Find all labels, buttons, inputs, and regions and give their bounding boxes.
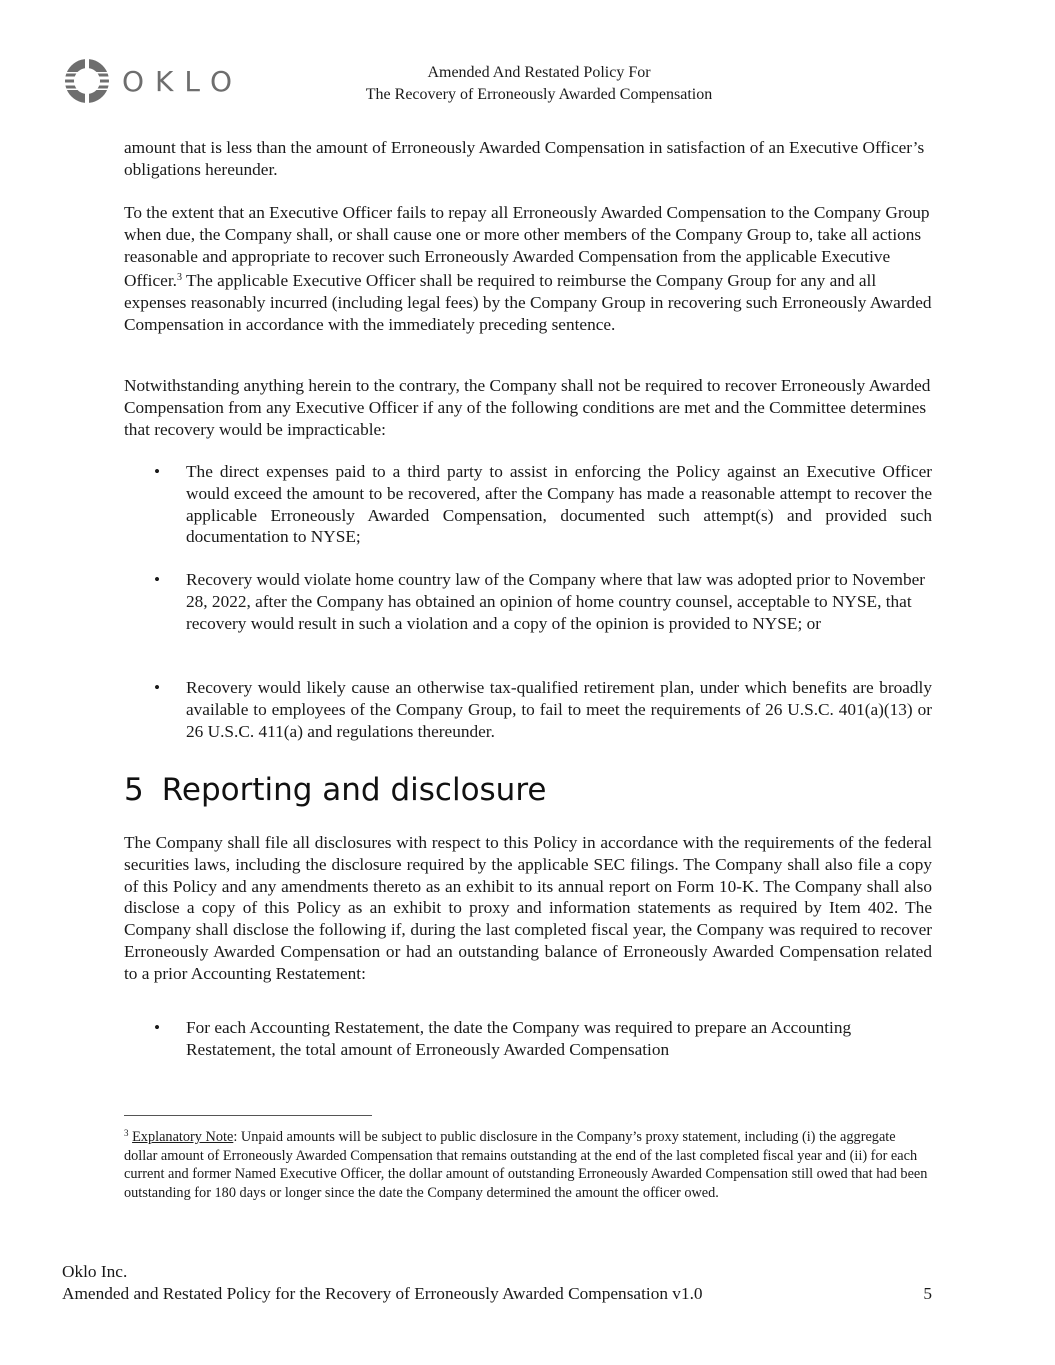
- footnote: [124, 1124, 932, 1202]
- paragraph-impracticable: Notwithstanding anything herein to the contrary, the Company shall not be required to recover Erroneously Awarded Compensation from any Executive Officer if any of the following conditions are met and the Committee determines that recovery would be impracticable:: [124, 376, 931, 439]
- bullet-icon: •: [154, 462, 161, 481]
- footnote-number: 3: [124, 1128, 129, 1138]
- section-number: 5: [124, 772, 144, 808]
- footnote-text: : Unpaid amounts will be subject to public disclosure in the Company’s proxy statement, including (i) the aggregate dollar amount of Erroneously Awarded Compensation that remains outstanding at the end of the last completed fiscal year and (ii) for each current and former Named Executive Officer, the dollar amount of outstanding Erroneously Awarded Compensation still owed that had been outstanding for 180 days or longer since the date the Company determined the amount the officer owed.: [124, 1129, 928, 1201]
- section-title: Reporting and disclosure: [161, 772, 547, 808]
- footnote-reference[interactable]: 3: [176, 272, 182, 284]
- oklo-ring-logo-icon: [64, 58, 110, 104]
- list-item: • For each Accounting Restatement, the date the Company was required to prepare an Accounting Restatement, the total amount of Erroneously Awarded Compensation: [154, 1018, 852, 1059]
- footer-document-title: Amended and Restated Policy for the Recovery of Erroneously Awarded Compensation v1.0: [62, 1284, 703, 1303]
- bullet-icon: •: [154, 570, 161, 589]
- list-item: • Recovery would violate home country law of the Company where that law was adopted prior to November 28, 2022, after the Company has obtained an opinion of home country counsel, acceptable to NYSE, that recovery would result in such a violation and a copy of the opinion is provided to NYSE; or: [154, 570, 926, 633]
- page-footer: [62, 1261, 932, 1305]
- bullet-icon: •: [154, 678, 161, 697]
- logo-wordmark: OKLO: [122, 64, 244, 98]
- footer-company: Oklo Inc.: [62, 1262, 128, 1281]
- company-logo: [64, 58, 243, 104]
- list-item: • Recovery would likely cause an otherwise tax-qualified retirement plan, under which benefits are broadly available to employees of the Company Group, to fail to meet the requirements of 26 U.S.C. 401(a)(13) or 26 U.S.C. 411(a) and regulations thereunder.: [154, 678, 932, 741]
- page-number: 5: [923, 1284, 932, 1303]
- paragraph-disclosure: The Company shall file all disclosures with respect to this Policy in accordance with the requirements of the federal securities laws, including the disclosure required by the applicable SEC filings. The Company shall also file a copy of this Policy and any amendments thereto as an exhibit to its annual report on Form 10-K. The Company shall also disclose a copy of this Policy as an exhibit to proxy and information statements as required by Item 402. The Company shall disclose the following if, during the last completed fiscal year, the Company was required to recover Erroneously Awarded Compensation or had an outstanding balance of Erroneously Awarded Compensation related to a prior Accounting Restatement:: [124, 833, 932, 983]
- header-title-line1: Amended And Restated Policy For: [427, 64, 651, 81]
- paragraph-repayment: To the extent that an Executive Officer fails to repay all Erroneously Awarded Compensation to the Company Group when due, the Company shall, or shall cause one or more other members of the Company Group to, take all actions reasonable and appropriate to recover such Erroneously Awarded Compensation from the applicable Executive Officer.$^3$ The applicable Executive Officer shall be required to reimburse the Company Group for any and all expenses reasonably incurred (including legal fees) by the Company Group in recovering such Erroneously Awarded Compensation in accordance with the immediately preceding sentence.: [124, 203, 932, 334]
- bullet-icon: •: [154, 1018, 161, 1037]
- section-heading: [124, 770, 546, 810]
- header-title-line2: The Recovery of Erroneously Awarded Compensation: [365, 86, 713, 103]
- list-item: • The direct expenses paid to a third party to assist in enforcing the Policy against an Executive Officer would exceed the amount to be recovered, after the Company has made a reasonable attempt to recover the applicable Erroneously Awarded Compensation, documented such attempt(s) and provided such documentation to NYSE;: [154, 462, 932, 547]
- footnote-label: Explanatory Note: [132, 1129, 234, 1145]
- running-header: [300, 62, 778, 106]
- paragraph-continuation: amount that is less than the amount of Erroneously Awarded Compensation in satisfaction of an Executive Officer’s obligations hereunder.: [124, 138, 925, 179]
- footnote-separator: [124, 1115, 372, 1116]
